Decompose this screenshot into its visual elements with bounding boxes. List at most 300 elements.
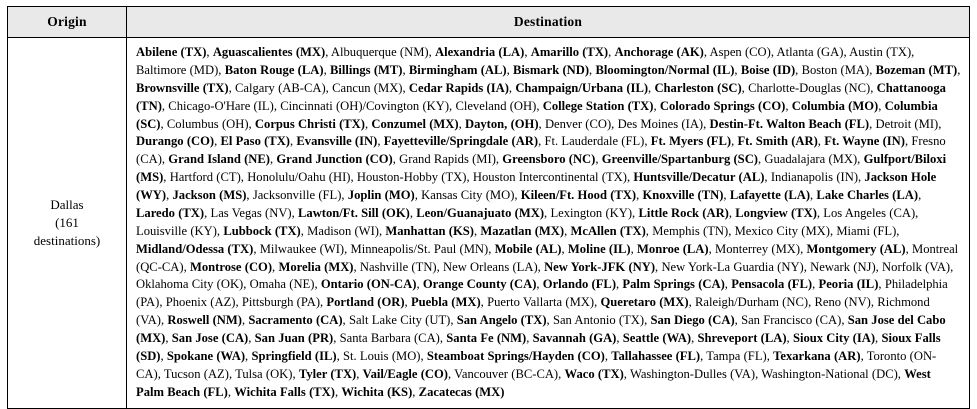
destination-item: Gulfport/Biloxi (MS) bbox=[136, 152, 947, 185]
destination-separator: , bbox=[450, 313, 457, 328]
destination-item: Shreveport (LA) bbox=[697, 331, 787, 345]
destination-separator: , bbox=[402, 62, 409, 77]
destination-separator: , bbox=[508, 80, 516, 95]
destination-separator: , bbox=[248, 116, 255, 131]
destination-item: Seattle (WA) bbox=[622, 331, 692, 345]
destination-item: Columbus (OH) bbox=[166, 116, 249, 131]
destination-item: Houston Intercontinental (TX) bbox=[472, 170, 627, 185]
destination-item: Joplin (MO) bbox=[347, 188, 415, 202]
destination-separator: , bbox=[616, 331, 623, 345]
destination-item: Grand Junction (CO) bbox=[276, 152, 393, 167]
destination-separator: , bbox=[764, 170, 771, 185]
destination-item: Indianapolis (IN) bbox=[770, 170, 859, 185]
destination-separator: , bbox=[157, 366, 164, 381]
destination-separator: , bbox=[757, 152, 765, 167]
destination-separator: , bbox=[392, 152, 400, 167]
destination-separator: , bbox=[160, 116, 167, 131]
destination-item: Sioux City (IA) bbox=[792, 331, 876, 345]
destination-item: Charleston (SC) bbox=[654, 80, 742, 95]
destination-separator: , bbox=[766, 348, 774, 363]
destination-item: Baltimore (MD) bbox=[136, 62, 219, 77]
destination-separator: , bbox=[526, 331, 533, 345]
destination-separator: , bbox=[938, 116, 942, 131]
destination-item: Lubbock (TX) bbox=[223, 223, 301, 238]
destination-separator: , bbox=[165, 331, 172, 345]
destination-item: Moline (IL) bbox=[567, 241, 631, 256]
destination-item: San Jose del Cabo (MX) bbox=[136, 313, 946, 345]
destination-item: Hartford (CT) bbox=[169, 170, 241, 185]
destination-separator: , bbox=[741, 80, 749, 95]
destination-separator: , bbox=[655, 259, 662, 274]
destination-separator: , bbox=[810, 188, 817, 202]
destination-item: Waco (TX) bbox=[564, 366, 624, 381]
destination-separator: , bbox=[240, 170, 248, 185]
destination-item: Tallahassee (FL) bbox=[611, 348, 701, 363]
destination-item: Madison (WI) bbox=[307, 223, 379, 238]
destination-item: McAllen (TX) bbox=[570, 223, 646, 238]
destination-separator: , bbox=[228, 80, 235, 95]
destination-separator: , bbox=[377, 134, 384, 149]
destination-item: Miami (FL) bbox=[836, 223, 897, 238]
destination-item: Jacksonville (FL) bbox=[252, 188, 342, 202]
destination-item: Toronto (ON-CA) bbox=[136, 348, 937, 381]
destination-separator: , bbox=[869, 62, 876, 77]
destination-separator: , bbox=[817, 134, 825, 149]
destination-item: Mexico City (MX) bbox=[734, 223, 830, 238]
destination-separator: , bbox=[795, 62, 802, 77]
destination-separator: , bbox=[447, 366, 455, 381]
destination-item: Cedar Rapids (IA) bbox=[408, 80, 509, 95]
destination-item: Greenville/Spartanburg (SC) bbox=[601, 152, 758, 167]
destination-separator: , bbox=[436, 259, 444, 274]
destination-separator: , bbox=[608, 45, 615, 59]
destination-item: Lawton/Ft. Sill (OK) bbox=[298, 205, 410, 220]
destination-item: Palm Springs (CA) bbox=[622, 277, 725, 292]
destination-item: San Francisco (CA) bbox=[741, 313, 842, 328]
destination-separator: , bbox=[897, 366, 905, 381]
destination-separator: , bbox=[314, 277, 321, 292]
destination-item: Louisville (KY) bbox=[136, 223, 217, 238]
destination-item: Orange County (CA) bbox=[422, 277, 537, 292]
destination-separator: , bbox=[829, 223, 837, 238]
destination-item: Evansville (IN) bbox=[296, 134, 378, 149]
destination-separator: , bbox=[875, 259, 883, 274]
destination-separator: , bbox=[648, 80, 655, 95]
destination-item: St. Louis (MO) bbox=[342, 348, 421, 363]
destination-item: Birmingham (AL) bbox=[408, 62, 507, 77]
destination-separator: , bbox=[227, 384, 235, 399]
destination-item: Denver (CO) bbox=[544, 116, 612, 131]
destination-item: Morelia (MX) bbox=[278, 259, 354, 274]
destination-item: Huntsville/Decatur (AL) bbox=[633, 170, 765, 185]
destination-separator: , bbox=[703, 45, 710, 59]
destination-separator: , bbox=[594, 295, 601, 310]
destination-separator: , bbox=[843, 45, 850, 59]
destination-separator: , bbox=[869, 116, 876, 131]
destination-separator: , bbox=[785, 98, 792, 113]
destination-separator: , bbox=[428, 45, 435, 59]
origin-count-unit-label: destinations) bbox=[33, 232, 101, 248]
destination-separator: , bbox=[812, 277, 819, 292]
destination-item: Cancun (MX) bbox=[332, 80, 403, 95]
destination-item: Springfield (IL) bbox=[251, 348, 337, 363]
destination-separator: , bbox=[703, 116, 710, 131]
destination-item: Des Moines (IA) bbox=[617, 116, 704, 131]
destination-item: Honolulu/Oahu (HI) bbox=[247, 170, 351, 185]
destination-separator: , bbox=[300, 223, 308, 238]
destination-separator: , bbox=[333, 331, 340, 345]
destination-item: Destin-Ft. Walton Beach (FL) bbox=[709, 116, 870, 131]
destination-item: Minneapolis/St. Paul (MN) bbox=[350, 241, 489, 256]
destination-item: Norfolk (VA) bbox=[882, 259, 951, 274]
destination-item: Cincinnati (OH)/Covington (KY) bbox=[280, 98, 450, 113]
destination-item: Greensboro (NC) bbox=[502, 152, 596, 167]
destination-item: Grand Island (NE) bbox=[168, 152, 270, 167]
destination-separator: , bbox=[163, 170, 170, 185]
destination-separator: , bbox=[325, 45, 331, 59]
destination-separator: , bbox=[341, 188, 348, 202]
destination-item: Washington-Dulles (VA) bbox=[629, 366, 756, 381]
destination-separator: , bbox=[950, 259, 954, 274]
destination-item: Ontario (ON-CA) bbox=[320, 277, 417, 292]
destination-separator: , bbox=[611, 116, 618, 131]
destination-item: College Station (TX) bbox=[542, 98, 654, 113]
destination-item: Tyler (TX) bbox=[298, 366, 357, 381]
destination-separator: , bbox=[723, 188, 730, 202]
destination-separator: , bbox=[356, 366, 363, 381]
destination-separator: , bbox=[514, 188, 521, 202]
destination-separator: , bbox=[320, 295, 327, 310]
destination-item: Little Rock (AR) bbox=[638, 205, 729, 220]
destination-separator: , bbox=[248, 331, 255, 345]
destination-separator: , bbox=[918, 188, 922, 202]
destination-item: Durango (CO) bbox=[136, 134, 215, 149]
destination-item: Richmond (VA) bbox=[136, 295, 930, 328]
destination-separator: , bbox=[860, 348, 867, 363]
destination-separator: , bbox=[216, 223, 224, 238]
destination-separator: , bbox=[183, 259, 190, 274]
destination-item: Austin (TX) bbox=[849, 45, 912, 59]
destination-item: Jackson Hole (WY) bbox=[136, 170, 937, 202]
destination-separator: , bbox=[409, 205, 417, 220]
destination-separator: , bbox=[708, 241, 716, 256]
destination-separator: , bbox=[473, 223, 481, 238]
destination-item: Spokane (WA) bbox=[166, 348, 246, 363]
destination-item: Dayton, (OH) bbox=[464, 116, 539, 131]
destination-item: Sioux Falls (SD) bbox=[136, 331, 941, 363]
table-header bbox=[8, 7, 970, 38]
destination-separator: , bbox=[734, 313, 742, 328]
destination-separator: , bbox=[770, 45, 777, 59]
destination-item: Kileen/Ft. Hood (TX) bbox=[520, 188, 637, 202]
destination-item: West Palm Beach (FL) bbox=[136, 366, 931, 399]
destination-separator: , bbox=[272, 259, 279, 274]
destination-separator: , bbox=[558, 366, 565, 381]
destination-item: San Juan (PR) bbox=[254, 331, 334, 345]
destination-item: Anchorage (AK) bbox=[614, 45, 704, 59]
destination-separator: , bbox=[870, 80, 877, 95]
destination-item: Abilene (TX) bbox=[136, 45, 207, 59]
destination-item: Pensacola (FL) bbox=[731, 277, 813, 292]
destination-separator: , bbox=[724, 277, 732, 292]
destination-separator: , bbox=[904, 134, 912, 149]
destination-separator: , bbox=[803, 259, 811, 274]
destination-separator: , bbox=[524, 45, 531, 59]
destination-item: Bismark (ND) bbox=[513, 62, 590, 77]
destination-separator: , bbox=[688, 295, 695, 310]
destination-separator: , bbox=[420, 348, 427, 363]
destination-item: Phoenix (AZ) bbox=[165, 295, 236, 310]
destination-item: Zacatecas (MX) bbox=[418, 384, 505, 399]
destination-item: Aspen (CO) bbox=[709, 45, 771, 59]
destination-item: Vancouver (BC-CA) bbox=[454, 366, 559, 381]
destination-item: Fayetteville/Springdale (AR) bbox=[383, 134, 539, 149]
destination-separator: , bbox=[595, 152, 602, 167]
table-header-row bbox=[8, 7, 970, 38]
destination-item: Midland/Odessa (TX) bbox=[136, 241, 254, 256]
destination-separator: , bbox=[630, 241, 638, 256]
destination-separator: , bbox=[161, 152, 169, 167]
destination-item: Montgomery (AL) bbox=[806, 241, 906, 256]
destination-separator: , bbox=[858, 170, 865, 185]
destination-separator: , bbox=[404, 295, 411, 310]
destination-separator: , bbox=[414, 188, 422, 202]
destination-separator: , bbox=[623, 366, 630, 381]
destination-item: Montreal (QC-CA) bbox=[136, 241, 959, 274]
destination-item: Cleveland (OH) bbox=[455, 98, 537, 113]
destination-separator: , bbox=[402, 80, 409, 95]
destination-separator: , bbox=[325, 80, 333, 95]
destination-item: Bozeman (MT) bbox=[875, 62, 958, 77]
destination-item: Colorado Springs (CO) bbox=[659, 98, 786, 113]
destination-separator: , bbox=[160, 313, 168, 328]
destination-item: Ft. Lauderdale (FL) bbox=[544, 134, 645, 149]
destination-item: Columbia (SC) bbox=[136, 98, 938, 131]
destination-item: Montrose (CO) bbox=[189, 259, 273, 274]
destination-item: San Diego (CA) bbox=[650, 313, 735, 328]
destination-separator: , bbox=[604, 348, 612, 363]
destination-separator: , bbox=[800, 241, 807, 256]
destination-item: Bloomington/Normal (IL) bbox=[595, 62, 735, 77]
destination-separator: , bbox=[841, 313, 848, 328]
destination-item: Tampa (FL) bbox=[706, 348, 767, 363]
destination-separator: , bbox=[488, 241, 495, 256]
destination-separator: , bbox=[334, 384, 342, 399]
destination-separator: , bbox=[506, 62, 514, 77]
destination-item: Nashville (TN) bbox=[359, 259, 437, 274]
destination-separator: , bbox=[808, 295, 815, 310]
origin-city-label: Dallas bbox=[50, 197, 84, 213]
destination-item: Reno (NV) bbox=[814, 295, 871, 310]
destination-item: Vail/Eagle (CO) bbox=[362, 366, 448, 381]
destination-item: Raleigh/Durham (NC) bbox=[694, 295, 809, 310]
destination-separator: , bbox=[816, 205, 824, 220]
destination-separator: , bbox=[342, 313, 349, 328]
destination-separator: , bbox=[536, 277, 543, 292]
destination-separator: , bbox=[691, 331, 698, 345]
destination-item: Ft. Myers (FL) bbox=[650, 134, 732, 149]
destination-item: Portland (OR) bbox=[326, 295, 405, 310]
destination-separator: , bbox=[218, 62, 225, 77]
destination-separator: , bbox=[449, 98, 456, 113]
destination-separator: , bbox=[495, 152, 503, 167]
destination-separator: , bbox=[561, 241, 568, 256]
destination-separator: , bbox=[915, 205, 919, 220]
destination-cell bbox=[127, 38, 970, 409]
table-row bbox=[8, 38, 970, 409]
destination-separator: , bbox=[336, 348, 343, 363]
destination-item: Lexington (KY) bbox=[550, 205, 633, 220]
destination-separator: , bbox=[273, 98, 281, 113]
origin-count-label: (161 bbox=[55, 214, 79, 230]
destination-item: Calgary (AB-CA) bbox=[234, 80, 326, 95]
destination-item: Jackson (MS) bbox=[172, 188, 247, 202]
destination-separator: , bbox=[728, 205, 736, 220]
destination-item: Oklahoma City (OK) bbox=[136, 277, 244, 292]
destination-separator: , bbox=[905, 241, 912, 256]
destination-item: Wichita (KS) bbox=[341, 384, 413, 399]
destination-separator: , bbox=[546, 313, 553, 328]
destination-item: Albuquerque (NM) bbox=[330, 45, 429, 59]
destination-item: El Paso (TX) bbox=[220, 134, 290, 149]
destination-separator: , bbox=[731, 134, 738, 149]
destination-item: Knoxville (TN) bbox=[642, 188, 724, 202]
destination-item: Santa Fe (NM) bbox=[446, 331, 527, 345]
destination-item: Newark (NJ) bbox=[810, 259, 876, 274]
destination-separator: , bbox=[269, 152, 277, 167]
origin-cell bbox=[8, 38, 127, 409]
destination-separator: , bbox=[246, 188, 253, 202]
destination-separator: , bbox=[235, 295, 242, 310]
destination-item: Memphis (TN) bbox=[652, 223, 729, 238]
destination-item: Omaha (NE) bbox=[249, 277, 315, 292]
destination-item: Mobile (AL) bbox=[494, 241, 562, 256]
destination-item: New York-JFK (NY) bbox=[544, 259, 656, 274]
destination-separator: , bbox=[538, 116, 545, 131]
destination-item: Ft. Wayne (IN) bbox=[824, 134, 905, 149]
destination-item: Guadalajara (MX) bbox=[764, 152, 858, 167]
destination-item: New Orleans (LA) bbox=[443, 259, 538, 274]
destination-item: Atlanta (GA) bbox=[776, 45, 844, 59]
destination-separator: , bbox=[253, 241, 260, 256]
destination-item: Pittsburgh (PA) bbox=[241, 295, 321, 310]
destination-separator: , bbox=[292, 366, 299, 381]
destination-item: Monroe (LA) bbox=[637, 241, 709, 256]
destination-separator: , bbox=[243, 277, 250, 292]
destination-separator: , bbox=[245, 348, 252, 363]
destination-item: Puebla (MX) bbox=[410, 295, 481, 310]
destination-item: Manhattan (KS) bbox=[385, 223, 474, 238]
destination-item: San Antonio (TX) bbox=[552, 313, 645, 328]
destination-separator: , bbox=[161, 98, 169, 113]
destination-separator: , bbox=[878, 277, 885, 292]
column-header-destination: Destination bbox=[127, 7, 970, 38]
destination-item: Steamboat Springs/Hayden (CO) bbox=[426, 348, 605, 363]
destination-separator: , bbox=[458, 116, 465, 131]
destination-item: Roswell (NM) bbox=[167, 313, 242, 328]
destination-item: Washington-National (DC) bbox=[761, 366, 898, 381]
destination-item: Mazatlan (MX) bbox=[480, 223, 565, 238]
destination-separator: , bbox=[160, 348, 167, 363]
destination-separator: , bbox=[728, 223, 735, 238]
destination-item: Monterrey (MX) bbox=[715, 241, 801, 256]
destination-separator: , bbox=[645, 223, 653, 238]
destination-separator: , bbox=[204, 205, 211, 220]
destination-item: Los Angeles (CA) bbox=[823, 205, 916, 220]
destination-separator: , bbox=[480, 295, 488, 310]
destination-separator: , bbox=[632, 205, 639, 220]
column-header-origin: Origin bbox=[8, 7, 127, 38]
destination-separator: , bbox=[644, 313, 651, 328]
destination-item: Lake Charles (LA) bbox=[816, 188, 919, 202]
destination-separator: , bbox=[544, 205, 551, 220]
destination-separator: , bbox=[734, 62, 741, 77]
destination-separator: , bbox=[536, 98, 543, 113]
destination-item: Detroit (MI) bbox=[875, 116, 939, 131]
destination-item: Alexandria (LA) bbox=[435, 45, 525, 59]
destination-separator: , bbox=[166, 188, 173, 202]
destination-item: Aguascalientes (MX) bbox=[212, 45, 326, 59]
destination-item: Wichita Falls (TX) bbox=[234, 384, 335, 399]
destination-item: Santa Barbara (CA) bbox=[339, 331, 440, 345]
destination-separator: , bbox=[412, 384, 419, 399]
destination-item: Corpus Christi (TX) bbox=[254, 116, 365, 131]
destination-item: Champaign/Urbana (IL) bbox=[515, 80, 649, 95]
destination-separator: , bbox=[214, 134, 221, 149]
destination-separator: , bbox=[626, 170, 634, 185]
destination-separator: , bbox=[466, 170, 473, 185]
destination-item: Queretaro (MX) bbox=[600, 295, 689, 310]
destination-item: Fresno (CA) bbox=[136, 134, 946, 167]
destination-separator: , bbox=[378, 223, 386, 238]
destination-separator: , bbox=[241, 313, 249, 328]
destination-separator: , bbox=[537, 259, 545, 274]
destination-separator: , bbox=[564, 223, 571, 238]
destination-item: Laredo (TX) bbox=[136, 205, 205, 220]
destination-separator: , bbox=[636, 188, 643, 202]
destination-item: Las Vegas (NV) bbox=[210, 205, 292, 220]
destination-item: Orlando (FL) bbox=[542, 277, 617, 292]
destination-separator: , bbox=[228, 366, 236, 381]
destination-item: Columbia (MO) bbox=[791, 98, 879, 113]
destination-item: Charlotte-Douglas (NC) bbox=[748, 80, 871, 95]
destination-separator: , bbox=[353, 259, 360, 274]
destination-separator: , bbox=[439, 331, 447, 345]
destination-item: Ft. Smith (AR) bbox=[737, 134, 818, 149]
destination-separator: , bbox=[857, 152, 864, 167]
destination-separator: , bbox=[875, 331, 882, 345]
destination-separator: , bbox=[957, 62, 961, 77]
destination-item: San Angelo (TX) bbox=[456, 313, 547, 328]
destination-separator: , bbox=[616, 277, 623, 292]
origin-destination-table bbox=[7, 6, 970, 409]
destination-separator: , bbox=[538, 134, 545, 149]
destination-separator: , bbox=[350, 170, 357, 185]
table-body bbox=[8, 38, 970, 409]
destination-item: Sacramento (CA) bbox=[248, 313, 343, 328]
destination-separator: , bbox=[416, 277, 423, 292]
destination-separator: , bbox=[291, 205, 299, 220]
destination-item: Chattanooga (TN) bbox=[136, 80, 946, 113]
destination-separator: , bbox=[323, 62, 330, 77]
destination-separator: , bbox=[206, 45, 213, 59]
destination-separator: , bbox=[878, 98, 885, 113]
destination-separator: , bbox=[589, 62, 596, 77]
destination-item: Peoria (IL) bbox=[818, 277, 879, 292]
destination-item: Tucson (AZ) bbox=[163, 366, 229, 381]
destination-item: Salt Lake City (UT) bbox=[348, 313, 451, 328]
destination-item: Grand Rapids (MI) bbox=[399, 152, 496, 167]
